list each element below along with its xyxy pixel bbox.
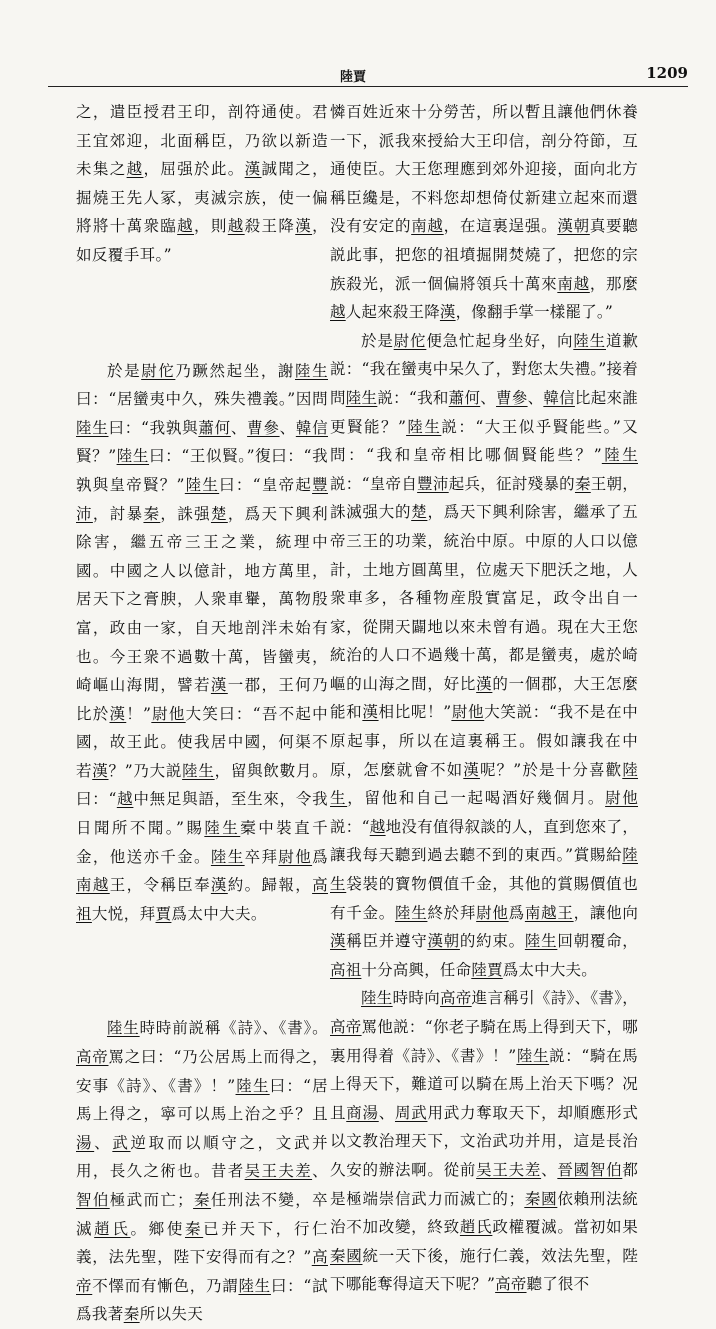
text-run: 起兵，征討殘暴的 [448, 474, 575, 493]
original-paragraph-3 [76, 1014, 328, 1329]
proper-name: 漢 [362, 703, 379, 722]
proper-name: 豐沛 [417, 474, 449, 493]
proper-name: 陸生 [235, 1076, 270, 1095]
proper-name: 楚 [210, 504, 228, 523]
proper-name: 陸生 [210, 847, 245, 866]
proper-name: 楚 [411, 503, 428, 522]
text-run: 時時向 [392, 989, 441, 1008]
proper-name: 高祖 [330, 960, 362, 979]
proper-name: 陸生 [116, 447, 150, 466]
text-run: ，像翻手掌一樣罷了。” [455, 303, 613, 322]
text-run: 極武而亡； [109, 1191, 194, 1209]
proper-name: 趙氏 [94, 1219, 131, 1238]
text-run: 罵他説：“你老子騎在馬上得到天下，哪裏用得着《詩》、《書》！” [330, 1018, 639, 1065]
text-run: 、 [94, 1133, 113, 1152]
running-header [48, 66, 688, 88]
text-run: 曰：“我孰與 [108, 418, 199, 437]
proper-name: 秦 [123, 1305, 140, 1324]
proper-name: 秦 [143, 504, 161, 523]
text-run: 呢？”於是十分喜歡 [479, 760, 623, 779]
text-run: 時時前説稱《詩》、《書》。 [139, 1019, 328, 1038]
proper-name: 漢 [476, 674, 493, 693]
proper-name: 湯 [76, 1133, 95, 1152]
text-run: 進言稱引《詩》、《書》， [471, 989, 638, 1008]
text-run: 賢？” [76, 447, 117, 466]
proper-name: 陸生 [182, 761, 215, 780]
text-run: 説：“我和 [377, 388, 449, 407]
proper-name: 曹參 [496, 388, 528, 407]
text-run: 説：“皇帝自 [330, 474, 418, 493]
proper-name: 韓信 [543, 388, 575, 407]
proper-name: 尉他 [605, 789, 639, 808]
text-run: ，如反覆手耳。” [76, 217, 329, 264]
text-run: 的一個郡，大王怎麼能和 [330, 674, 638, 722]
proper-name: 高帝 [76, 1248, 328, 1295]
text-run: 曰：“試爲我著 [76, 1276, 328, 1324]
text-run: 、 [312, 1162, 328, 1181]
proper-name: 尉他 [151, 704, 186, 723]
text-run: 槖中裝直千金，他送亦千金。 [76, 819, 328, 866]
text-run: 一郡，王何乃比於 [76, 676, 328, 723]
text-run: 、 [527, 388, 544, 407]
text-run: 説：“大王似乎賢能些。”又問：“我和皇帝相比哪個賢能些？” [330, 417, 638, 465]
proper-name: 趙氏 [459, 1218, 493, 1237]
text-run: 依賴刑法統治不加改變，終致 [330, 1189, 638, 1237]
proper-name: 陸生 [601, 446, 638, 465]
text-run: ，爲天下興利除害，繼五帝三王之業，統理中國。中國之人以億計，地方萬里，居天下之膏腴，人衆車轝，萬物殷富，政由一家，自天地剖泮未始有也。今王衆不過數十萬，皆蠻夷，崎嶇山海閒，譬若 [76, 504, 329, 695]
proper-name: 陸生 [238, 1276, 271, 1295]
text-run: 都是極端崇信武力而滅亡的； [330, 1160, 639, 1208]
text-run: ，則 [194, 217, 228, 236]
text-run: 曰：“皇帝起 [219, 475, 313, 494]
text-run: 誠聞之，掘燒王先人冢，夷滅宗族，使一偏將將十萬衆臨 [76, 160, 329, 236]
text-run: 、 [480, 388, 497, 407]
proper-name: 蕭何 [448, 388, 481, 407]
text-run: 任刑法不變，卒滅 [76, 1191, 328, 1238]
proper-name: 漢 [463, 760, 480, 779]
header-rule [48, 86, 688, 87]
text-run: 於是 [107, 361, 142, 380]
text-run: ，留與飲數月。曰：“ [76, 761, 328, 809]
text-run: 聽了很不 [526, 1275, 590, 1294]
text-run: ，爲天下興利除害，繼承了五帝三王的功業，統治中原。中原的人口以億計，土地方圓萬里，位處天下肥沃之地，人衆車多，各種物産殷實富足，政令出自一家，從開天闢地以來未曾有過。現在大王您統治的人口不過幾十萬，都是蠻夷，處於崎嶇的山海之間，好比 [330, 503, 638, 693]
paragraph-gap [76, 270, 328, 357]
text-run: ！” [126, 704, 152, 723]
proper-name: 漢 [210, 876, 228, 895]
proper-name: 南越 [557, 274, 590, 293]
proper-name: 漢朝 [427, 932, 460, 951]
text-run: 爲 [508, 903, 525, 922]
text-run: 統一天下後，施行仁義，效法先聖，陛下哪能奪得這天下呢？” [330, 1246, 638, 1294]
text-run: 回朝覆命， [557, 932, 639, 951]
text-run: 乃蹶然起坐，謝 [175, 361, 295, 380]
proper-name: 陸生 [107, 1019, 140, 1038]
proper-name: 吴王夫差 [244, 1162, 313, 1181]
proper-name: 漢 [244, 160, 262, 179]
text-run: 曰：“居蠻夷中久，殊失禮義。”因問 [76, 390, 328, 409]
proper-name: 陸生 [524, 932, 558, 951]
proper-name: 越 [126, 160, 144, 179]
proper-name: 高帝 [330, 1018, 362, 1036]
text-run: 中無足與語，至生來，令我日聞所不聞。”賜 [76, 790, 328, 838]
proper-name: 尉佗 [393, 331, 427, 350]
proper-name: 陸生 [406, 417, 442, 436]
proper-name: 陸生 [330, 760, 639, 808]
proper-name: 韓信 [295, 418, 328, 437]
proper-name: 尉他 [476, 903, 509, 922]
text-run: ，屈强於此。 [143, 160, 245, 179]
running-title: 陸賈 [340, 70, 367, 85]
proper-name: 陸生 [330, 846, 638, 894]
text-run: 説：“騎在馬上得天下，難道可以騎在馬上治天下嗎？况且 [330, 1046, 638, 1122]
proper-name: 豐沛 [76, 475, 328, 523]
text-run: 殺王降 [244, 217, 296, 236]
text-run: 爲太中大夫。 [171, 904, 267, 923]
proper-name: 陸生 [394, 903, 428, 922]
proper-name: 陸生 [573, 331, 606, 350]
text-run: 大笑説：“我不是在中原起事，所以在這裏稱王。假如讓我在中原，怎麼就會不如 [330, 703, 638, 779]
proper-name: 尉他 [451, 703, 485, 722]
proper-name: 南越 [411, 217, 444, 236]
proper-name: 南越 [76, 876, 110, 895]
proper-name: 陸生 [345, 388, 378, 407]
text-run: 終於拜 [427, 903, 477, 922]
proper-name: 陸生 [516, 1046, 550, 1065]
proper-name: 漢 [330, 932, 347, 951]
proper-name: 尉他 [278, 847, 313, 866]
proper-name: 賈 [155, 904, 172, 923]
proper-name: 漢 [439, 303, 456, 322]
paragraph-gap [76, 928, 328, 1014]
original-paragraph-1 [76, 98, 328, 270]
text-run: 説：“ [330, 817, 370, 836]
text-run: ？”乃大説 [108, 761, 183, 780]
proper-name: 漢 [295, 217, 313, 236]
text-run: 曰：“王似賢。”復曰：“我孰與皇帝賢？” [76, 447, 328, 494]
proper-name: 秦 [193, 1191, 211, 1209]
text-run: 爲 [312, 847, 328, 866]
text-run: 逆取而以順守之，文武并用，長久之術也。昔者 [76, 1133, 329, 1181]
text-run: 約。歸報， [227, 876, 313, 895]
text-run: 不懌而有慚色，乃謂 [92, 1276, 239, 1295]
proper-name: 陸生 [204, 819, 241, 838]
proper-name: 曹參 [247, 418, 280, 437]
proper-name: 陸生 [76, 418, 109, 437]
text-run: ，討暴 [92, 504, 144, 523]
translation-paragraph-2 [330, 327, 638, 985]
text-run: ，那麼 [589, 274, 638, 293]
text-run: 所以失天 [139, 1305, 204, 1324]
text-run: 王朝，誅滅强大的 [330, 474, 639, 522]
text-run: 的約束。 [459, 932, 525, 951]
text-run: ，讓他向 [573, 903, 639, 922]
proper-name: 高帝 [440, 989, 472, 1008]
proper-name: 高祖 [76, 876, 328, 923]
proper-name: 商湯 [346, 1103, 379, 1122]
text-run: 真要聽説此事，把您的祖墳掘開焚燒了，把您的宗族殺光，派一個偏將領兵十萬來 [330, 217, 638, 293]
proper-name: 南越王 [524, 903, 574, 922]
text-run: 罵之曰：“乃公居馬上而得之，安事《詩》、《書》！” [76, 1048, 328, 1095]
proper-name: 高帝 [495, 1275, 527, 1294]
text-run: 便急忙起身坐好，向 [426, 331, 574, 350]
text-run: 、 [279, 418, 296, 437]
text-run: 袋裝的寶物價值千金，其他的賞賜價值也有千金。 [330, 875, 639, 922]
text-run: 稱臣并遵守 [346, 932, 428, 951]
text-run: 政權覆滅。當初如果 [492, 1218, 638, 1237]
proper-name: 秦國 [524, 1189, 558, 1208]
proper-name: 陸生 [184, 475, 220, 494]
translation-paragraph-3 [330, 984, 638, 1299]
proper-name: 秦國 [330, 1246, 363, 1265]
text-run: 道歉説：“我在蠻夷中呆久了，對您太失禮。”接着問 [330, 331, 639, 407]
proper-name: 越 [177, 217, 195, 236]
proper-name: 漢朝 [557, 217, 590, 236]
text-run: 用武力奪取天下，却順應形式以文教治理天下，文治武功并用，這是長治久安的辦法啊。從前 [330, 1103, 639, 1179]
proper-name: 秦 [574, 474, 591, 493]
proper-name: 秦 [184, 1219, 204, 1238]
proper-name: 晉國 [557, 1160, 590, 1179]
proper-name: 陸生 [295, 361, 328, 380]
text-run: 比起來誰更賢能？” [330, 388, 638, 436]
proper-name: 漢 [210, 676, 228, 695]
proper-name: 高帝 [76, 1048, 109, 1067]
text-run: 王，令稱臣奉 [109, 876, 211, 895]
text-run: 憐百姓近來十分勞苦，所以暫且讓他們休養一下，派我來授給大王印信，剖分符節，互通使臣。大王您理應到郊外迎接，面向北方稱臣纔是，不料您却想倚仗新建立起來而還没有安定的 [330, 103, 638, 236]
proper-name: 武 [112, 1133, 131, 1152]
text-run: 相比呢！” [378, 703, 452, 722]
text-run: 大笑曰：“吾不起中國，故王此。使我居中國，何渠不若 [76, 704, 328, 780]
text-run: ，在這裏逞强。 [443, 217, 558, 236]
proper-name: 越 [369, 817, 386, 836]
text-run: 已并天下，行仁義，法先聖，陛下安得而有之？” [76, 1219, 329, 1267]
translation-column [330, 98, 638, 1299]
text-run: 爲太中大夫。 [502, 960, 597, 979]
proper-name: 周武 [394, 1103, 428, 1122]
text-run: 之，遣臣授君王印，剖符通使。君王宜郊迎，北面稱臣，乃欲以新造未集之 [76, 103, 328, 179]
text-run: ，誅强 [160, 504, 211, 523]
proper-name: 越 [330, 303, 346, 322]
text-run: 卒拜 [244, 847, 279, 866]
translation-paragraph-1 [330, 98, 638, 327]
text-run: 於是 [361, 331, 394, 350]
text-run: 、 [541, 1160, 558, 1179]
proper-name: 漢 [109, 704, 127, 723]
proper-name: 陸生 [361, 989, 393, 1008]
original-text-column [76, 98, 328, 1329]
text-run: 十分高興，任命 [361, 960, 472, 979]
proper-name: 越 [116, 790, 134, 809]
original-paragraph-2 [76, 357, 328, 929]
proper-name: 智伯 [76, 1191, 110, 1209]
proper-name: 越 [227, 217, 245, 236]
proper-name: 智伯 [589, 1160, 623, 1179]
proper-name: 蕭何 [198, 418, 231, 437]
proper-name: 陸賈 [471, 960, 503, 979]
text-run: 、 [378, 1103, 395, 1122]
text-run: 、 [230, 418, 248, 437]
proper-name: 吴王夫差 [476, 1160, 542, 1179]
text-run: 大悦，拜 [91, 904, 156, 923]
text-run: 人起來殺王降 [345, 303, 440, 322]
text-run: 曰：“居馬上得之，寧可以馬上治之乎？且 [76, 1076, 328, 1124]
proper-name: 尉佗 [141, 361, 176, 380]
text-run: 地没有值得叙談的人，直到您來了，讓我每天聽到過去聽不到的東西。”賞賜給 [330, 817, 639, 865]
page-number: 1209 [646, 64, 688, 82]
text-run: 。鄉使 [130, 1219, 185, 1238]
proper-name: 漢 [92, 761, 109, 780]
text-run: ，留他和自己一起喝酒好幾個月。 [347, 789, 606, 808]
